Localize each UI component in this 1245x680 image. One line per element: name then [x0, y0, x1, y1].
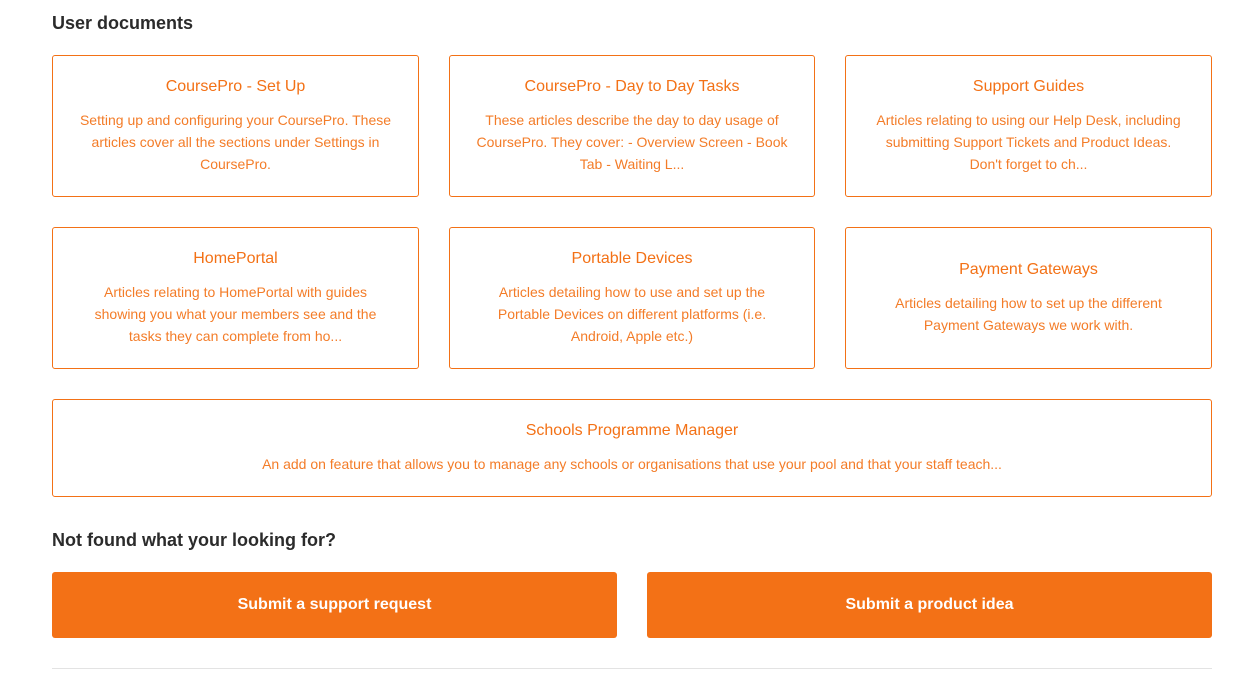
category-card-description: Articles relating to HomePortal with guides showing you what your members see and the tasks they can complete from ho...: [94, 284, 377, 344]
category-card-title: CoursePro - Set Up: [165, 78, 306, 95]
category-card-description: Articles detailing how to set up the different Payment Gateways we work with.: [895, 295, 1162, 333]
action-buttons: [52, 572, 1212, 638]
category-card-title: Schools Programme Manager: [525, 422, 739, 439]
submit-product-idea-button[interactable]: Submit a product idea: [647, 572, 1212, 638]
category-card-schools-programme-manager[interactable]: [52, 399, 1212, 497]
category-card-title: HomePortal: [193, 250, 278, 267]
category-card-coursepro-day-to-day[interactable]: [449, 55, 815, 197]
submit-support-request-button[interactable]: Submit a support request: [52, 572, 617, 638]
footer-divider: [52, 668, 1212, 669]
category-grid: [52, 55, 1212, 497]
user-documents-heading: User documents: [52, 13, 194, 33]
category-card-description: Articles relating to using our Help Desk, including submitting Support Tickets and Product Ideas. Don't forget to ch...: [876, 112, 1181, 172]
category-card-title: Payment Gateways: [959, 261, 1098, 278]
category-card-description: Setting up and configuring your CoursePro. These articles cover all the sections under Settings in CoursePro.: [79, 112, 392, 172]
category-card-homeportal[interactable]: [52, 227, 419, 369]
category-card-portable-devices[interactable]: [449, 227, 815, 369]
category-card-coursepro-set-up[interactable]: [52, 55, 419, 197]
category-card-description: An add on feature that allows you to manage any schools or organisations that use your pool and that your staff teach...: [262, 456, 1002, 472]
category-card-title: CoursePro - Day to Day Tasks: [524, 78, 740, 95]
category-card-support-guides[interactable]: [845, 55, 1212, 197]
category-card-description: These articles describe the day to day usage of CoursePro. They cover: - Overview Screen - Book Tab - Waiting L...: [476, 112, 788, 172]
category-card-title: Portable Devices: [571, 250, 693, 267]
category-card-payment-gateways[interactable]: [845, 227, 1212, 369]
category-card-description: Articles detailing how to use and set up the Portable Devices on different platforms (i.e. Android, Apple etc.): [497, 284, 767, 344]
category-card-title: Support Guides: [972, 78, 1085, 95]
not-found-heading: Not found what your looking for?: [52, 530, 336, 550]
